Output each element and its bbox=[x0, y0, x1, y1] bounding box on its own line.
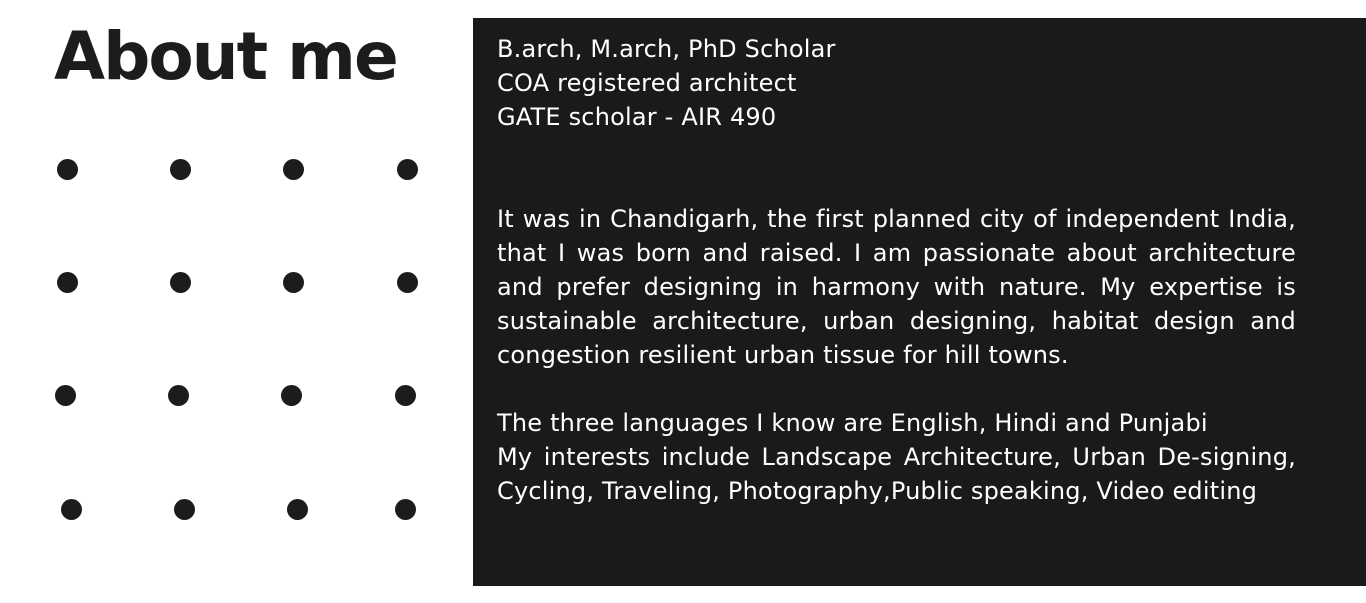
decorative-dot bbox=[57, 272, 78, 293]
decorative-dot bbox=[283, 159, 304, 180]
page-title: About me bbox=[54, 18, 397, 95]
decorative-dot bbox=[397, 272, 418, 293]
decorative-dot bbox=[281, 385, 302, 406]
spacer bbox=[497, 372, 1296, 406]
interests-paragraph: My interests include Landscape Architecture, Urban De-signing, Cycling, Traveling, Photography,Public speaking, Video editing bbox=[497, 443, 1296, 505]
decorative-dot bbox=[287, 499, 308, 520]
decorative-dot bbox=[397, 159, 418, 180]
credential-degrees: B.arch, M.arch, PhD Scholar bbox=[497, 35, 836, 63]
credential-gate: GATE scholar - AIR 490 bbox=[497, 103, 777, 131]
about-text-panel bbox=[473, 18, 1366, 586]
dot-grid-decoration bbox=[0, 0, 470, 603]
decorative-dot bbox=[55, 385, 76, 406]
credential-registration: COA registered architect bbox=[497, 69, 797, 97]
decorative-dot bbox=[174, 499, 195, 520]
decorative-dot bbox=[170, 159, 191, 180]
decorative-dot bbox=[170, 272, 191, 293]
decorative-dot bbox=[168, 385, 189, 406]
spacer bbox=[497, 134, 1296, 202]
decorative-dot bbox=[395, 385, 416, 406]
bio-paragraph: It was in Chandigarh, the first planned city of independent India, that I was born and raised. I am passionate about architecture and prefer designing in harmony with nature. My expertise is sustainable architecture, urban designing, habitat design and congestion resilient urban tissue for hill towns. bbox=[497, 205, 1296, 369]
decorative-dot bbox=[61, 499, 82, 520]
decorative-dot bbox=[395, 499, 416, 520]
decorative-dot bbox=[283, 272, 304, 293]
decorative-dot bbox=[57, 159, 78, 180]
languages-text: The three languages I know are English, Hindi and Punjabi bbox=[497, 409, 1208, 437]
